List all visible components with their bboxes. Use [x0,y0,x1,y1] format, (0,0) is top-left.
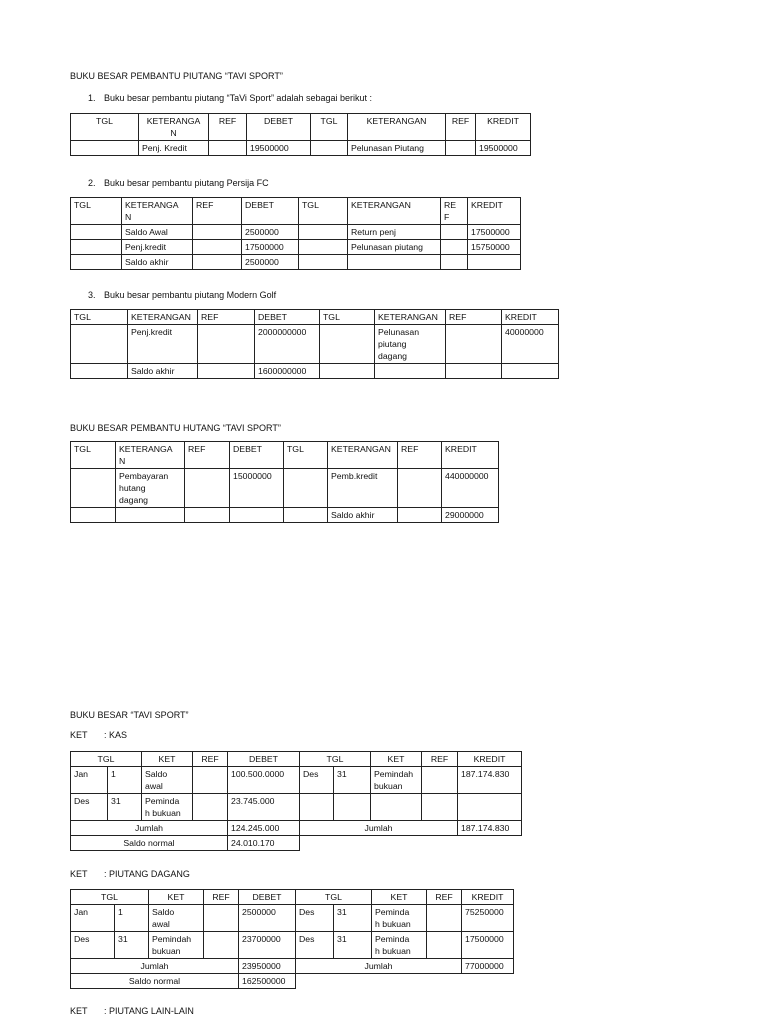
header-kredit: KREDIT [502,310,559,325]
table-cell: Saldo akhir [328,508,398,523]
table-cell [300,794,334,821]
ledger-table-persija-fc [70,197,521,270]
table-cell [209,141,247,156]
header-ref: REF [198,310,255,325]
header-keterangan: KETERANGAN [348,198,441,225]
table-cell: Des [71,794,108,821]
table-cell [320,325,375,364]
table-cell [446,325,502,364]
header-ref: REF [204,890,239,905]
header-ref: REF [185,442,230,469]
header-kredit: KREDIT [468,198,521,225]
table-cell: Peminda h bukuan [372,932,427,959]
table-cell: 17500000 [242,240,299,255]
table-cell [371,794,422,821]
table-cell [427,932,462,959]
item-1-number: 1. [88,93,96,103]
table-cell: 440000000 [442,469,499,508]
table-cell [204,932,239,959]
ket-label: KET [70,730,88,740]
table-cell [398,508,442,523]
saldo-normal-label: Saldo normal [71,836,228,851]
table-cell [230,508,284,523]
table-cell [185,469,230,508]
ledger-table-piutang-dagang [70,889,514,989]
table-cell [446,364,502,379]
table-cell [71,240,122,255]
saldo-normal-value: 24.010.170 [228,836,300,851]
table-cell [284,469,328,508]
table-cell: 29000000 [442,508,499,523]
table-cell: 2500000 [242,225,299,240]
table-cell [204,905,239,932]
header-kredit: KREDIT [458,752,522,767]
hutang-section-title: BUKU BESAR PEMBANTU HUTANG “TAVI SPORT” [70,423,281,433]
table-cell: 19500000 [247,141,311,156]
table-cell [193,240,242,255]
table-cell: Pemb.kredit [328,469,398,508]
ledger-table-kas [70,751,522,851]
table-cell [71,225,122,240]
table-cell: 23700000 [239,932,296,959]
table-cell: Saldo Awal [122,225,193,240]
table-cell: 2500000 [239,905,296,932]
ket-label: KET [70,869,88,879]
table-cell [468,255,521,270]
header-tgl: TGL [296,890,372,905]
table-cell: Des [296,932,334,959]
header-ref: REF [422,752,458,767]
table-cell: 2000000000 [255,325,320,364]
jumlah-debet: 23950000 [239,959,296,974]
saldo-normal-label: Saldo normal [71,974,239,989]
header-tgl: TGL [71,890,149,905]
table-cell: Saldo akhir [122,255,193,270]
table-cell: Pembayaran hutang dagang [116,469,185,508]
header-ket: KET [142,752,193,767]
table-cell: 1 [108,767,142,794]
header-tgl: TGL [71,198,122,225]
jumlah-label: Jumlah [300,821,458,836]
table-cell: Pelunasan Piutang [348,141,446,156]
table-cell: 15000000 [230,469,284,508]
table-cell: 19500000 [476,141,531,156]
header-keterangan: KETERANGAN [328,442,398,469]
table-cell: 40000000 [502,325,559,364]
table-cell [320,364,375,379]
header-debet: DEBET [247,114,311,141]
table-cell [375,364,446,379]
table-cell [502,364,559,379]
header-tgl: TGL [71,442,116,469]
table-cell: 75250000 [462,905,514,932]
table-cell [193,225,242,240]
header-ref: REF [446,114,476,141]
table-cell: Des [300,767,334,794]
ledger-table-hutang [70,441,499,523]
table-cell: 17500000 [462,932,514,959]
table-cell [422,794,458,821]
table-cell [441,255,468,270]
header-kredit: KREDIT [442,442,499,469]
ket-value: : PIUTANG LAIN-LAIN [104,1006,194,1016]
item-3-text: Buku besar pembantu piutang Modern Golf [104,290,277,300]
header-ref: REF [427,890,462,905]
jumlah-label: Jumlah [71,821,228,836]
item-3-caption [88,289,276,301]
jumlah-label: Jumlah [71,959,239,974]
header-debet: DEBET [228,752,300,767]
table-cell [193,794,228,821]
table-cell: 31 [108,794,142,821]
table-cell: Saldo awal [142,767,193,794]
ket-value: : PIUTANG DAGANG [104,869,190,879]
table-cell [284,508,328,523]
item-1-text: Buku besar pembantu piutang “TaVi Sport” adalah sebagai berikut : [104,93,373,103]
ledger-table-modern-golf [70,309,559,379]
header-keterangan: KETERANGA N [139,114,209,141]
table-cell: Pemindah bukuan [371,767,422,794]
header-kredit: KREDIT [476,114,531,141]
ket-kas-caption [70,729,127,741]
table-cell [441,240,468,255]
header-tgl: TGL [311,114,348,141]
table-cell [427,905,462,932]
item-2-caption [88,177,269,189]
header-debet: DEBET [255,310,320,325]
header-tgl: TGL [71,114,139,141]
header-keterangan: KETERANGA N [122,198,193,225]
table-cell [422,767,458,794]
jumlah-kredit: 77000000 [462,959,514,974]
header-ref: REF [193,198,242,225]
saldo-normal-value: 162500000 [239,974,296,989]
header-ref: REF [398,442,442,469]
table-cell: Penj. Kredit [139,141,209,156]
header-tgl: TGL [320,310,375,325]
ket-value: : KAS [104,730,128,740]
table-cell: Penj.kredit [122,240,193,255]
ket-label: KET [70,1006,88,1016]
table-cell [193,767,228,794]
header-tgl: TGL [71,752,142,767]
table-cell: Des [71,932,115,959]
header-ref: REF [446,310,502,325]
header-tgl: TGL [299,198,348,225]
bukubesar-section-title: BUKU BESAR “TAVI SPORT” [70,710,189,720]
piutang-section-title: BUKU BESAR PEMBANTU PIUTANG “TAVI SPORT” [70,71,283,81]
table-cell: 100.500.0000 [228,767,300,794]
item-2-number: 2. [88,178,96,188]
table-cell: Saldo awal [149,905,204,932]
header-tgl: TGL [284,442,328,469]
header-ket: KET [149,890,204,905]
table-cell: 31 [334,932,372,959]
table-cell: Penj.kredit [128,325,198,364]
table-cell: 31 [334,905,372,932]
ket-piutang-lain-caption [70,1005,194,1017]
table-cell [299,240,348,255]
item-1-caption [88,92,372,104]
table-cell [441,225,468,240]
header-keterangan: KETERANGA N [116,442,185,469]
jumlah-label: Jumlah [296,959,462,974]
header-ref: REF [193,752,228,767]
empty-cell [296,974,514,989]
header-keterangan: KETERANGAN [128,310,198,325]
header-debet: DEBET [239,890,296,905]
table-cell [198,325,255,364]
table-cell: Pelunasan piutang dagang [375,325,446,364]
ket-piutang-dagang-caption [70,868,190,880]
table-cell [116,508,185,523]
table-cell [348,255,441,270]
header-tgl: TGL [71,310,128,325]
table-cell: Jan [71,767,108,794]
table-cell [398,469,442,508]
header-ket: KET [372,890,427,905]
table-cell: 23.745.000 [228,794,300,821]
table-cell [446,141,476,156]
table-cell: 1600000000 [255,364,320,379]
table-cell: 15750000 [468,240,521,255]
table-cell: 31 [115,932,149,959]
header-debet: DEBET [242,198,299,225]
table-cell: Peminda h bukuan [372,905,427,932]
table-cell [71,255,122,270]
table-cell [299,225,348,240]
table-cell: Peminda h bukuan [142,794,193,821]
header-ref: RE F [441,198,468,225]
table-cell [311,141,348,156]
table-cell [193,255,242,270]
header-ref: REF [209,114,247,141]
table-cell: Des [296,905,334,932]
header-debet: DEBET [230,442,284,469]
table-cell: 187.174.830 [458,767,522,794]
table-cell [458,794,522,821]
ledger-table-tavi-sport [70,113,531,156]
table-cell: 17500000 [468,225,521,240]
table-cell [71,325,128,364]
jumlah-debet: 124.245.000 [228,821,300,836]
table-cell [71,141,139,156]
table-cell: Saldo akhir [128,364,198,379]
table-cell: Pelunasan piutang [348,240,441,255]
header-keterangan: KETERANGAN [375,310,446,325]
table-cell [185,508,230,523]
table-cell: Pemindah bukuan [149,932,204,959]
table-cell [71,469,116,508]
table-cell: 2500000 [242,255,299,270]
table-cell [71,364,128,379]
jumlah-kredit: 187.174.830 [458,821,522,836]
item-3-number: 3. [88,290,96,300]
table-cell [334,794,371,821]
header-keterangan: KETERANGAN [348,114,446,141]
table-cell [71,508,116,523]
header-tgl: TGL [300,752,371,767]
header-ket: KET [371,752,422,767]
table-cell [299,255,348,270]
table-cell: Jan [71,905,115,932]
header-kredit: KREDIT [462,890,514,905]
empty-cell [300,836,522,851]
table-cell: 31 [334,767,371,794]
table-cell [198,364,255,379]
table-cell: 1 [115,905,149,932]
table-cell: Return penj [348,225,441,240]
item-2-text: Buku besar pembantu piutang Persija FC [104,178,269,188]
